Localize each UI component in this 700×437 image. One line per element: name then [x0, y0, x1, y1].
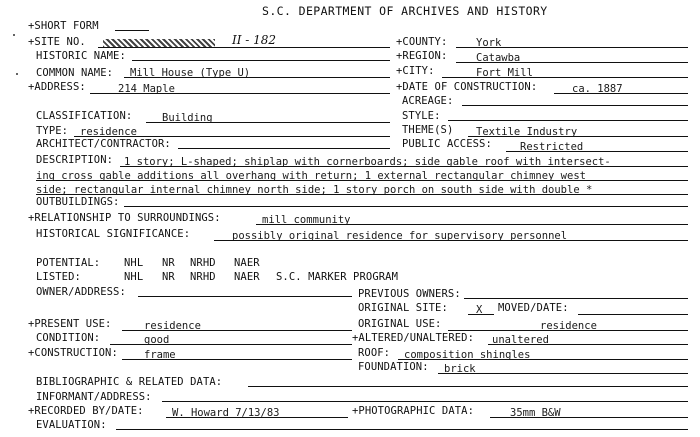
original-use-line	[448, 330, 688, 331]
bibliographic-label: BIBLIOGRAPHIC & RELATED DATA:	[36, 376, 223, 388]
date-construction-line	[554, 93, 688, 94]
moved-date-line	[578, 314, 688, 315]
type-label: TYPE:	[36, 125, 69, 137]
original-site-label: ORIGINAL SITE:	[358, 302, 448, 314]
listed-nrhd[interactable]: NRHD	[190, 271, 216, 283]
relationship-label: +RELATIONSHIP TO SURROUNDINGS:	[28, 212, 221, 224]
county-line	[456, 47, 688, 48]
roof-line	[398, 359, 688, 360]
region-line	[456, 62, 688, 63]
recorded-by-value[interactable]: W. Howard 7/13/83	[172, 407, 280, 419]
style-line	[448, 120, 688, 121]
roof-label: ROOF:	[358, 347, 391, 359]
relationship-line	[256, 224, 688, 225]
potential-nr[interactable]: NR	[162, 257, 175, 269]
previous-owners-label: PREVIOUS OWNERS:	[358, 288, 461, 300]
architect-label: ARCHITECT/CONTRACTOR:	[36, 138, 171, 150]
theme-label: THEME(S)	[402, 124, 454, 136]
historic-name-label: HISTORIC NAME:	[36, 50, 126, 62]
photographic-value[interactable]: 35mm B&W	[510, 407, 561, 419]
public-access-label: PUBLIC ACCESS:	[402, 138, 492, 150]
description-rule-1	[120, 166, 688, 167]
original-use-label: ORIGINAL USE:	[358, 318, 442, 330]
listed-label: LISTED:	[36, 271, 81, 283]
owner-address-label: OWNER/ADDRESS:	[36, 286, 126, 298]
style-label: STYLE:	[402, 110, 441, 122]
acreage-label: ACREAGE:	[402, 95, 454, 107]
potential-label: POTENTIAL:	[36, 257, 101, 269]
previous-owners-line	[464, 298, 688, 299]
recorded-by-line	[166, 417, 348, 418]
listed-naer[interactable]: NAER	[234, 271, 260, 283]
common-name-line	[124, 77, 390, 78]
altered-value[interactable]: unaltered	[492, 334, 549, 346]
short-form-label: +SHORT FORM	[28, 20, 99, 32]
construction-value[interactable]: frame	[144, 349, 176, 361]
construction-line	[122, 359, 352, 360]
outbuildings-label: OUTBUILDINGS:	[36, 196, 120, 208]
foundation-label: FOUNDATION:	[358, 361, 429, 373]
potential-naer[interactable]: NAER	[234, 257, 260, 269]
public-access-value[interactable]: Restricted	[520, 141, 584, 153]
county-value[interactable]: York	[476, 37, 502, 49]
classification-line	[146, 122, 390, 123]
description-rule-3	[36, 194, 688, 195]
original-site-value[interactable]: X	[476, 304, 483, 316]
present-use-value[interactable]: residence	[144, 320, 201, 332]
region-value[interactable]: Catawba	[476, 52, 521, 64]
city-line	[442, 77, 688, 78]
construction-label: +CONSTRUCTION:	[28, 347, 118, 359]
page-title: S.C. DEPARTMENT OF ARCHIVES AND HISTORY	[262, 4, 548, 18]
classification-value[interactable]: Building	[162, 112, 213, 124]
type-line	[74, 136, 390, 137]
marker-program-label: S.C. MARKER PROGRAM	[276, 271, 399, 283]
short-form-line	[115, 30, 149, 31]
historic-name-line	[132, 60, 390, 61]
condition-line	[110, 344, 352, 345]
owner-address-line	[138, 296, 352, 297]
theme-line	[468, 136, 688, 137]
potential-nhl[interactable]: NHL	[124, 257, 144, 269]
region-label: +REGION:	[396, 50, 448, 62]
address-value[interactable]: 214 Maple	[118, 83, 175, 95]
public-access-line	[506, 151, 688, 152]
present-use-label: +PRESENT USE:	[28, 318, 112, 330]
present-use-line	[122, 330, 352, 331]
foundation-value[interactable]: brick	[444, 363, 476, 375]
margin-speck	[13, 34, 15, 36]
common-name-label: COMMON NAME:	[36, 67, 114, 79]
condition-value[interactable]: good	[144, 334, 170, 346]
listed-nr[interactable]: NR	[162, 271, 175, 283]
listed-nhl[interactable]: NHL	[124, 271, 144, 283]
original-use-value[interactable]: residence	[540, 320, 597, 332]
classification-label: CLASSIFICATION:	[36, 110, 133, 122]
description-line-1[interactable]: 1 story; L-shaped; shiplap with cornerboards; side gable roof with intersect-	[124, 156, 611, 168]
description-line-3[interactable]: side; rectangular internal chimney north side; 1 story porch on south side with double *	[36, 184, 593, 196]
date-construction-value[interactable]: ca. 1887	[572, 83, 623, 95]
address-line	[90, 93, 390, 94]
photographic-label: +PHOTOGRAPHIC DATA:	[352, 405, 475, 417]
description-line-2[interactable]: ing cross gable additions all overhang with return; 1 external rectangular chimney west	[36, 170, 586, 182]
bibliographic-line	[248, 386, 688, 387]
altered-label: +ALTERED/UNALTERED:	[352, 332, 475, 344]
significance-line	[214, 240, 688, 241]
condition-label: CONDITION:	[36, 332, 101, 344]
description-label: DESCRIPTION:	[36, 154, 114, 166]
moved-date-label: MOVED/DATE:	[498, 302, 569, 314]
significance-label: HISTORICAL SIGNIFICANCE:	[36, 228, 191, 240]
county-label: +COUNTY:	[396, 36, 448, 48]
informant-line	[162, 401, 688, 402]
theme-value[interactable]: Textile Industry	[476, 126, 578, 138]
photographic-line	[490, 417, 688, 418]
potential-nrhd[interactable]: NRHD	[190, 257, 216, 269]
recorded-by-label: +RECORDED BY/DATE:	[28, 405, 144, 417]
address-label: +ADDRESS:	[28, 81, 86, 93]
city-value[interactable]: Fort Mill	[476, 67, 533, 79]
architect-line	[178, 148, 390, 149]
evaluation-label: EVALUATION:	[36, 419, 107, 431]
date-construction-label: +DATE OF CONSTRUCTION:	[396, 81, 538, 93]
evaluation-line	[116, 429, 688, 430]
site-no-label: +SITE NO.	[28, 36, 86, 48]
roof-value[interactable]: composition shingles	[404, 349, 531, 361]
site-no-value[interactable]: II - 182	[232, 33, 277, 47]
description-rule-2	[36, 180, 688, 181]
acreage-line	[462, 105, 688, 106]
relationship-value[interactable]: mill community	[262, 214, 351, 226]
foundation-line	[438, 373, 688, 374]
type-value[interactable]: residence	[80, 126, 137, 138]
original-site-line	[468, 314, 494, 315]
site-no-line	[98, 47, 390, 48]
informant-label: INFORMANT/ADDRESS:	[36, 391, 152, 403]
common-name-value[interactable]: Mill House (Type U)	[130, 67, 251, 79]
outbuildings-line	[124, 206, 688, 207]
altered-line	[488, 344, 688, 345]
margin-speck	[16, 73, 18, 75]
significance-value[interactable]: possibly original residence for supervisory personnel	[232, 230, 568, 242]
city-label: +CITY:	[396, 65, 435, 77]
